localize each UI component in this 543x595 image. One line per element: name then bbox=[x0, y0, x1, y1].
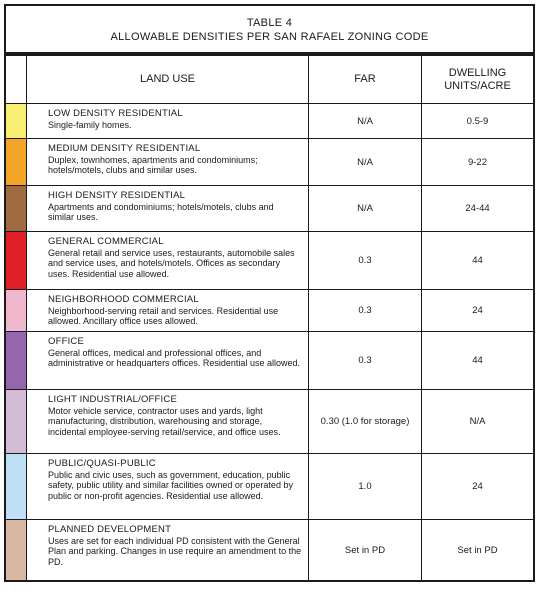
land-use-name: PUBLIC/QUASI-PUBLIC bbox=[48, 458, 156, 469]
dwelling-units-cell: 44 bbox=[472, 255, 483, 266]
dwelling-units-cell: 9-22 bbox=[467, 156, 487, 168]
land-use-cell bbox=[27, 520, 309, 580]
table-row bbox=[6, 454, 533, 520]
color-swatch bbox=[6, 454, 27, 519]
land-use-cell bbox=[27, 232, 309, 289]
land-use-cell bbox=[27, 104, 309, 138]
far-cell: N/A bbox=[309, 104, 422, 138]
dwelling-units-cell: N/A bbox=[469, 416, 486, 427]
land-use-name: GENERAL COMMERCIAL bbox=[48, 236, 164, 247]
color-swatch bbox=[6, 139, 27, 185]
table-row bbox=[6, 104, 533, 139]
color-swatch bbox=[6, 290, 27, 331]
land-use-description: Motor vehicle service, contractor uses and yards, light manufacturing, distribution, warehousing and storage, incidental employee-serving retail/service, and office uses. bbox=[48, 405, 281, 437]
far-cell: 0.3 bbox=[309, 232, 422, 289]
color-swatch bbox=[6, 520, 27, 580]
table-row bbox=[6, 232, 533, 290]
land-use-cell bbox=[27, 290, 309, 331]
color-swatch bbox=[6, 104, 27, 138]
land-use-name: LIGHT INDUSTRIAL/OFFICE bbox=[48, 394, 177, 405]
land-use-name: NEIGHBORHOOD COMMERCIAL bbox=[48, 294, 199, 305]
header-dwelling-line1: DWELLING bbox=[448, 66, 507, 79]
land-use-description: General offices, medical and professional offices, and administrative or headquarters offices. Residential use allowed. bbox=[48, 347, 300, 369]
dwelling-units-cell: 24 bbox=[472, 305, 483, 316]
densities-table bbox=[4, 4, 535, 582]
far-cell: Set in PD bbox=[309, 520, 422, 580]
dwelling-units-cell: 44 bbox=[472, 355, 483, 366]
land-use-description: Public and civic uses, such as government, education, public safety, public utility and similar facilities owned or operated by public or non-profit agencies. Residential use allowed. bbox=[48, 469, 293, 501]
land-use-cell bbox=[27, 332, 309, 389]
land-use-cell bbox=[27, 454, 309, 519]
table-row bbox=[6, 332, 533, 390]
header-land-use: LAND USE bbox=[27, 56, 309, 104]
land-use-description: Duplex, townhomes, apartments and condominiums; hotels/motels, clubs and similar uses. bbox=[48, 154, 258, 176]
dwelling-units-cell: 24-44 bbox=[465, 203, 490, 214]
dwelling-units-cell: 0.5-9 bbox=[466, 115, 489, 127]
table-caption: ALLOWABLE DENSITIES PER SAN RAFAEL ZONING CODE bbox=[110, 31, 429, 43]
table-row bbox=[6, 390, 533, 454]
table-row bbox=[6, 520, 533, 580]
color-swatch bbox=[6, 186, 27, 231]
land-use-name: MEDIUM DENSITY RESIDENTIAL bbox=[48, 143, 201, 154]
header-dwelling-line2: UNITS/ACRE bbox=[444, 79, 511, 92]
color-swatch bbox=[6, 232, 27, 289]
land-use-cell bbox=[27, 139, 309, 185]
dwelling-units-cell: 24 bbox=[472, 481, 483, 492]
far-cell: 1.0 bbox=[309, 454, 422, 519]
land-use-name: OFFICE bbox=[48, 336, 85, 347]
table-title bbox=[6, 6, 533, 52]
land-use-cell bbox=[27, 186, 309, 231]
color-swatch bbox=[6, 332, 27, 389]
color-swatch bbox=[6, 390, 27, 453]
land-use-description: Apartments and condominiums; hotels/motels, clubs and similar uses. bbox=[48, 201, 274, 223]
far-cell: N/A bbox=[309, 139, 422, 185]
land-use-name: HIGH DENSITY RESIDENTIAL bbox=[48, 190, 186, 201]
dwelling-units-cell: Set in PD bbox=[457, 544, 498, 556]
land-use-description: Single-family homes. bbox=[48, 119, 132, 130]
header-dwelling-units bbox=[422, 56, 533, 104]
far-cell: 0.30 (1.0 for storage) bbox=[309, 390, 422, 453]
header-far: FAR bbox=[309, 56, 422, 104]
far-cell: 0.3 bbox=[309, 290, 422, 331]
land-use-name: LOW DENSITY RESIDENTIAL bbox=[48, 108, 183, 119]
land-use-description: Uses are set for each individual PD consistent with the General Plan and parking. Changes in use require an amendment to the PD. bbox=[48, 535, 302, 567]
table-row bbox=[6, 139, 533, 186]
header-swatch-cell bbox=[6, 56, 27, 104]
land-use-cell bbox=[27, 390, 309, 453]
land-use-name: PLANNED DEVELOPMENT bbox=[48, 524, 172, 535]
table-row bbox=[6, 290, 533, 332]
far-cell: N/A bbox=[309, 186, 422, 231]
land-use-description: Neighborhood-serving retail and services. Residential use allowed. Ancillary office uses allowed. bbox=[48, 305, 279, 327]
table-number: TABLE 4 bbox=[246, 17, 293, 29]
far-cell: 0.3 bbox=[309, 332, 422, 389]
table-row bbox=[6, 186, 533, 232]
land-use-description: General retail and service uses, restaurants, automobile sales and service uses, and hotels/motels. Offices as secondary uses. Residential use allowed. bbox=[48, 247, 295, 279]
